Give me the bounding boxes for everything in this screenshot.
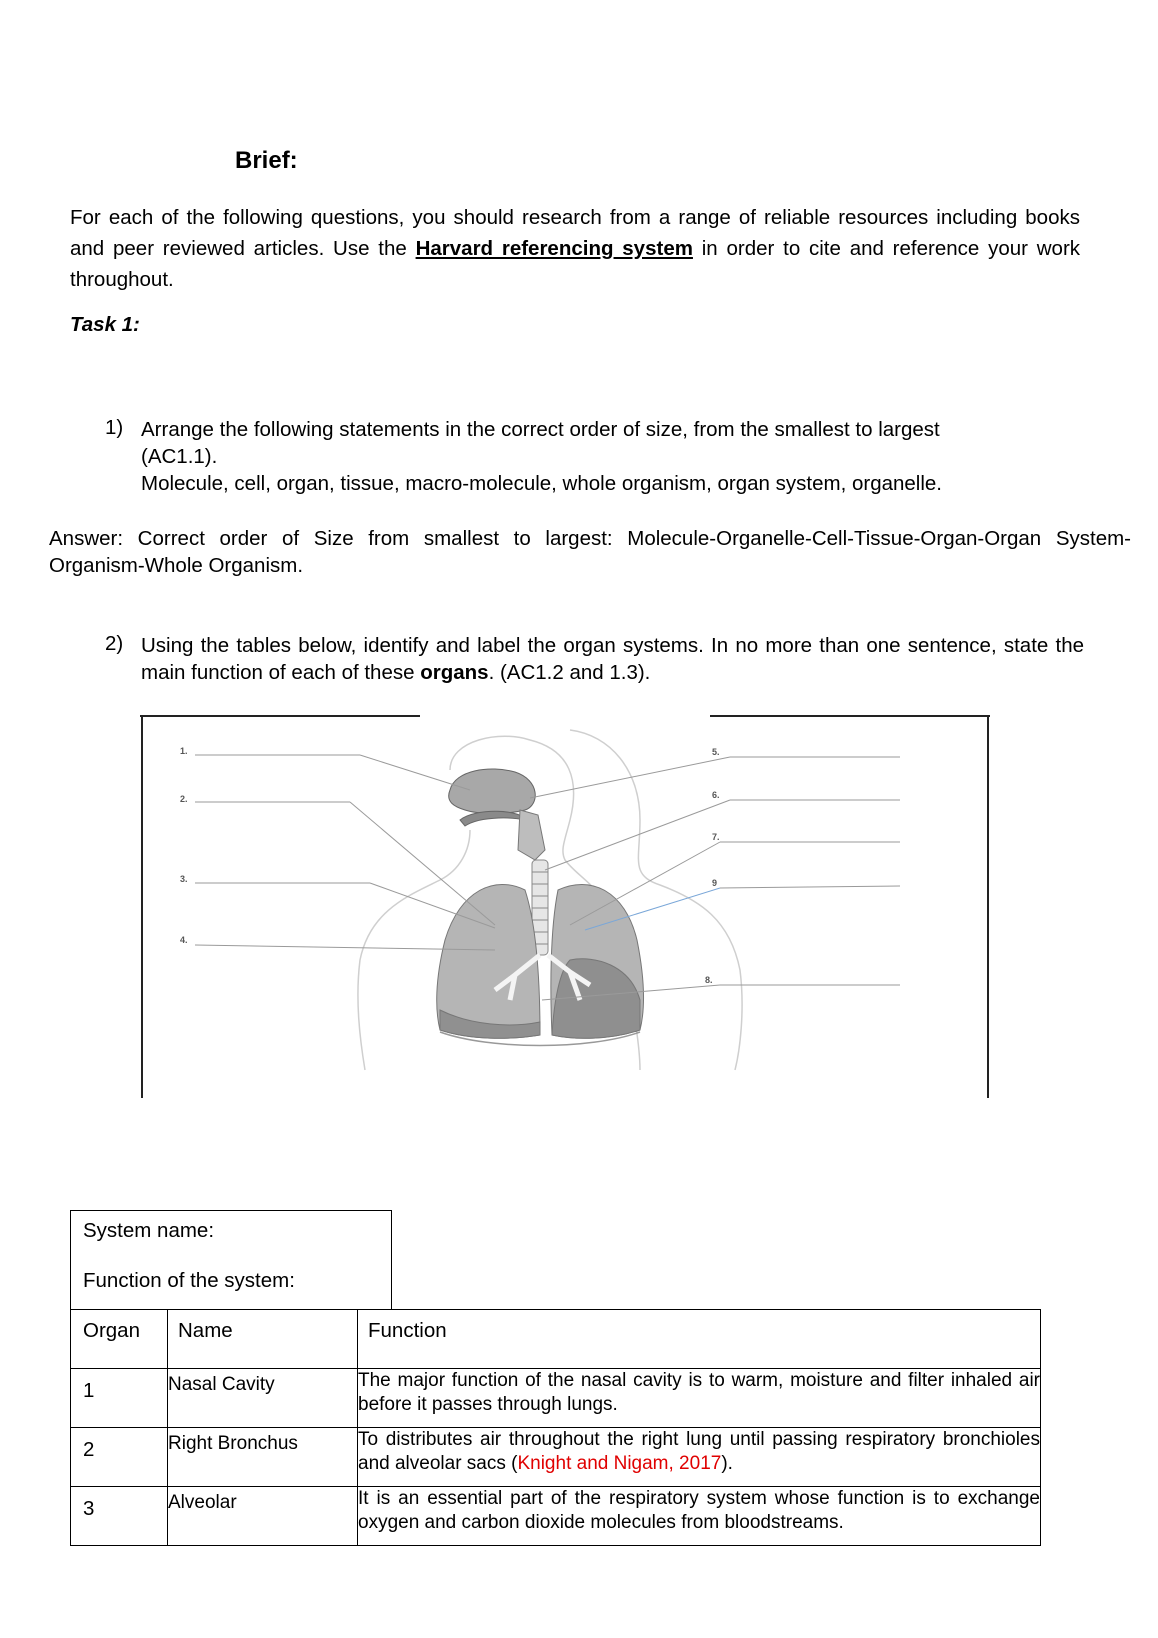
intro-text: For each of the following questions, you should research from a range of reliable resources including books and peer reviewed articles. Use the (70, 206, 1080, 260)
diagram-label-7: 7. (712, 832, 720, 842)
organ-function (358, 1428, 1041, 1487)
diagram-label-6: 6. (712, 790, 720, 800)
organ-number: 3 (71, 1487, 168, 1546)
harvard-link[interactable]: Harvard referencing system (415, 237, 693, 260)
diagram-label-1: 1. (180, 746, 188, 756)
organ-function-text-end: ). (721, 1453, 733, 1474)
citation-reference: Knight and Nigam, 2017 (517, 1453, 722, 1474)
diagram-label-2: 2. (180, 794, 188, 804)
organ-number: 2 (71, 1428, 168, 1487)
organ-name: Right Bronchus (168, 1428, 358, 1487)
system-box (70, 1210, 392, 1310)
question1-text: Arrange the following statements in the correct order of size, from the smallest to largest (141, 418, 940, 441)
header-organ: Organ (71, 1310, 168, 1369)
system-name-label: System name: (83, 1219, 215, 1242)
organ-function-text: It is an essential part of the respiratory system whose function is to exchange oxygen and carbon dioxide molecules from bloodstreams. (358, 1488, 1040, 1533)
right-lung (437, 884, 540, 1038)
system-function-label: Function of the system: (83, 1269, 295, 1292)
diagram-label-9: 9 (712, 878, 718, 888)
organ-name: Alveolar (168, 1487, 358, 1546)
question2-text (141, 632, 1084, 686)
respiratory-diagram (140, 710, 990, 1100)
task-label: Task 1: (70, 313, 140, 336)
organ-function-text: The major function of the nasal cavity is to warm, moisture and filter inhaled air before it passes through lungs. (358, 1370, 1040, 1415)
organ-table (70, 1309, 1041, 1546)
diagram-label-3: 3. (180, 874, 188, 884)
question1-number: 1) (105, 416, 124, 439)
brief-heading: Brief: (235, 147, 298, 174)
brief-intro (70, 202, 1080, 295)
question1-items: Molecule, cell, organ, tissue, macro-molecule, whole organism, organ system, organelle. (141, 472, 943, 495)
organ-table-header (71, 1310, 1041, 1369)
diagram-label-4: 4. (180, 935, 188, 945)
intro-text-end: in order to cite and reference your work throughout. (70, 237, 1081, 291)
answer-text: Answer: Correct order of Size from smallest to largest: Molecule-Organelle-Cell-Tissue-Organ-Organ System-Organism-Whole Organism. (49, 527, 1131, 577)
question2-text-end: . (AC1.2 and 1.3). (488, 661, 651, 684)
question2-number: 2) (105, 632, 124, 655)
organ-function (358, 1487, 1041, 1546)
header-name: Name (168, 1310, 358, 1369)
diagram-label-8: 8. (705, 975, 713, 985)
table-row (71, 1369, 1041, 1428)
pharynx (518, 810, 545, 860)
organ-number: 1 (71, 1369, 168, 1428)
organ-function (358, 1369, 1041, 1428)
organ-function-text: To distributes air throughout the right lung until passing respiratory bronchioles and alveolar sacs ( (358, 1429, 1040, 1474)
diagram-label-5: 5. (712, 747, 720, 757)
table-row (71, 1487, 1041, 1546)
body-outline (358, 730, 742, 1070)
table-row (71, 1428, 1041, 1487)
question2-text-start: Using the tables below, identify and label the organ systems. In no more than one sentence, state the main function of each of these (141, 634, 1084, 684)
question2-bold: organs (420, 661, 489, 684)
question1-code: (AC1.1). (141, 445, 218, 468)
left-lung (551, 884, 644, 1038)
organ-name: Nasal Cavity (168, 1369, 358, 1428)
header-function: Function (358, 1310, 1041, 1369)
